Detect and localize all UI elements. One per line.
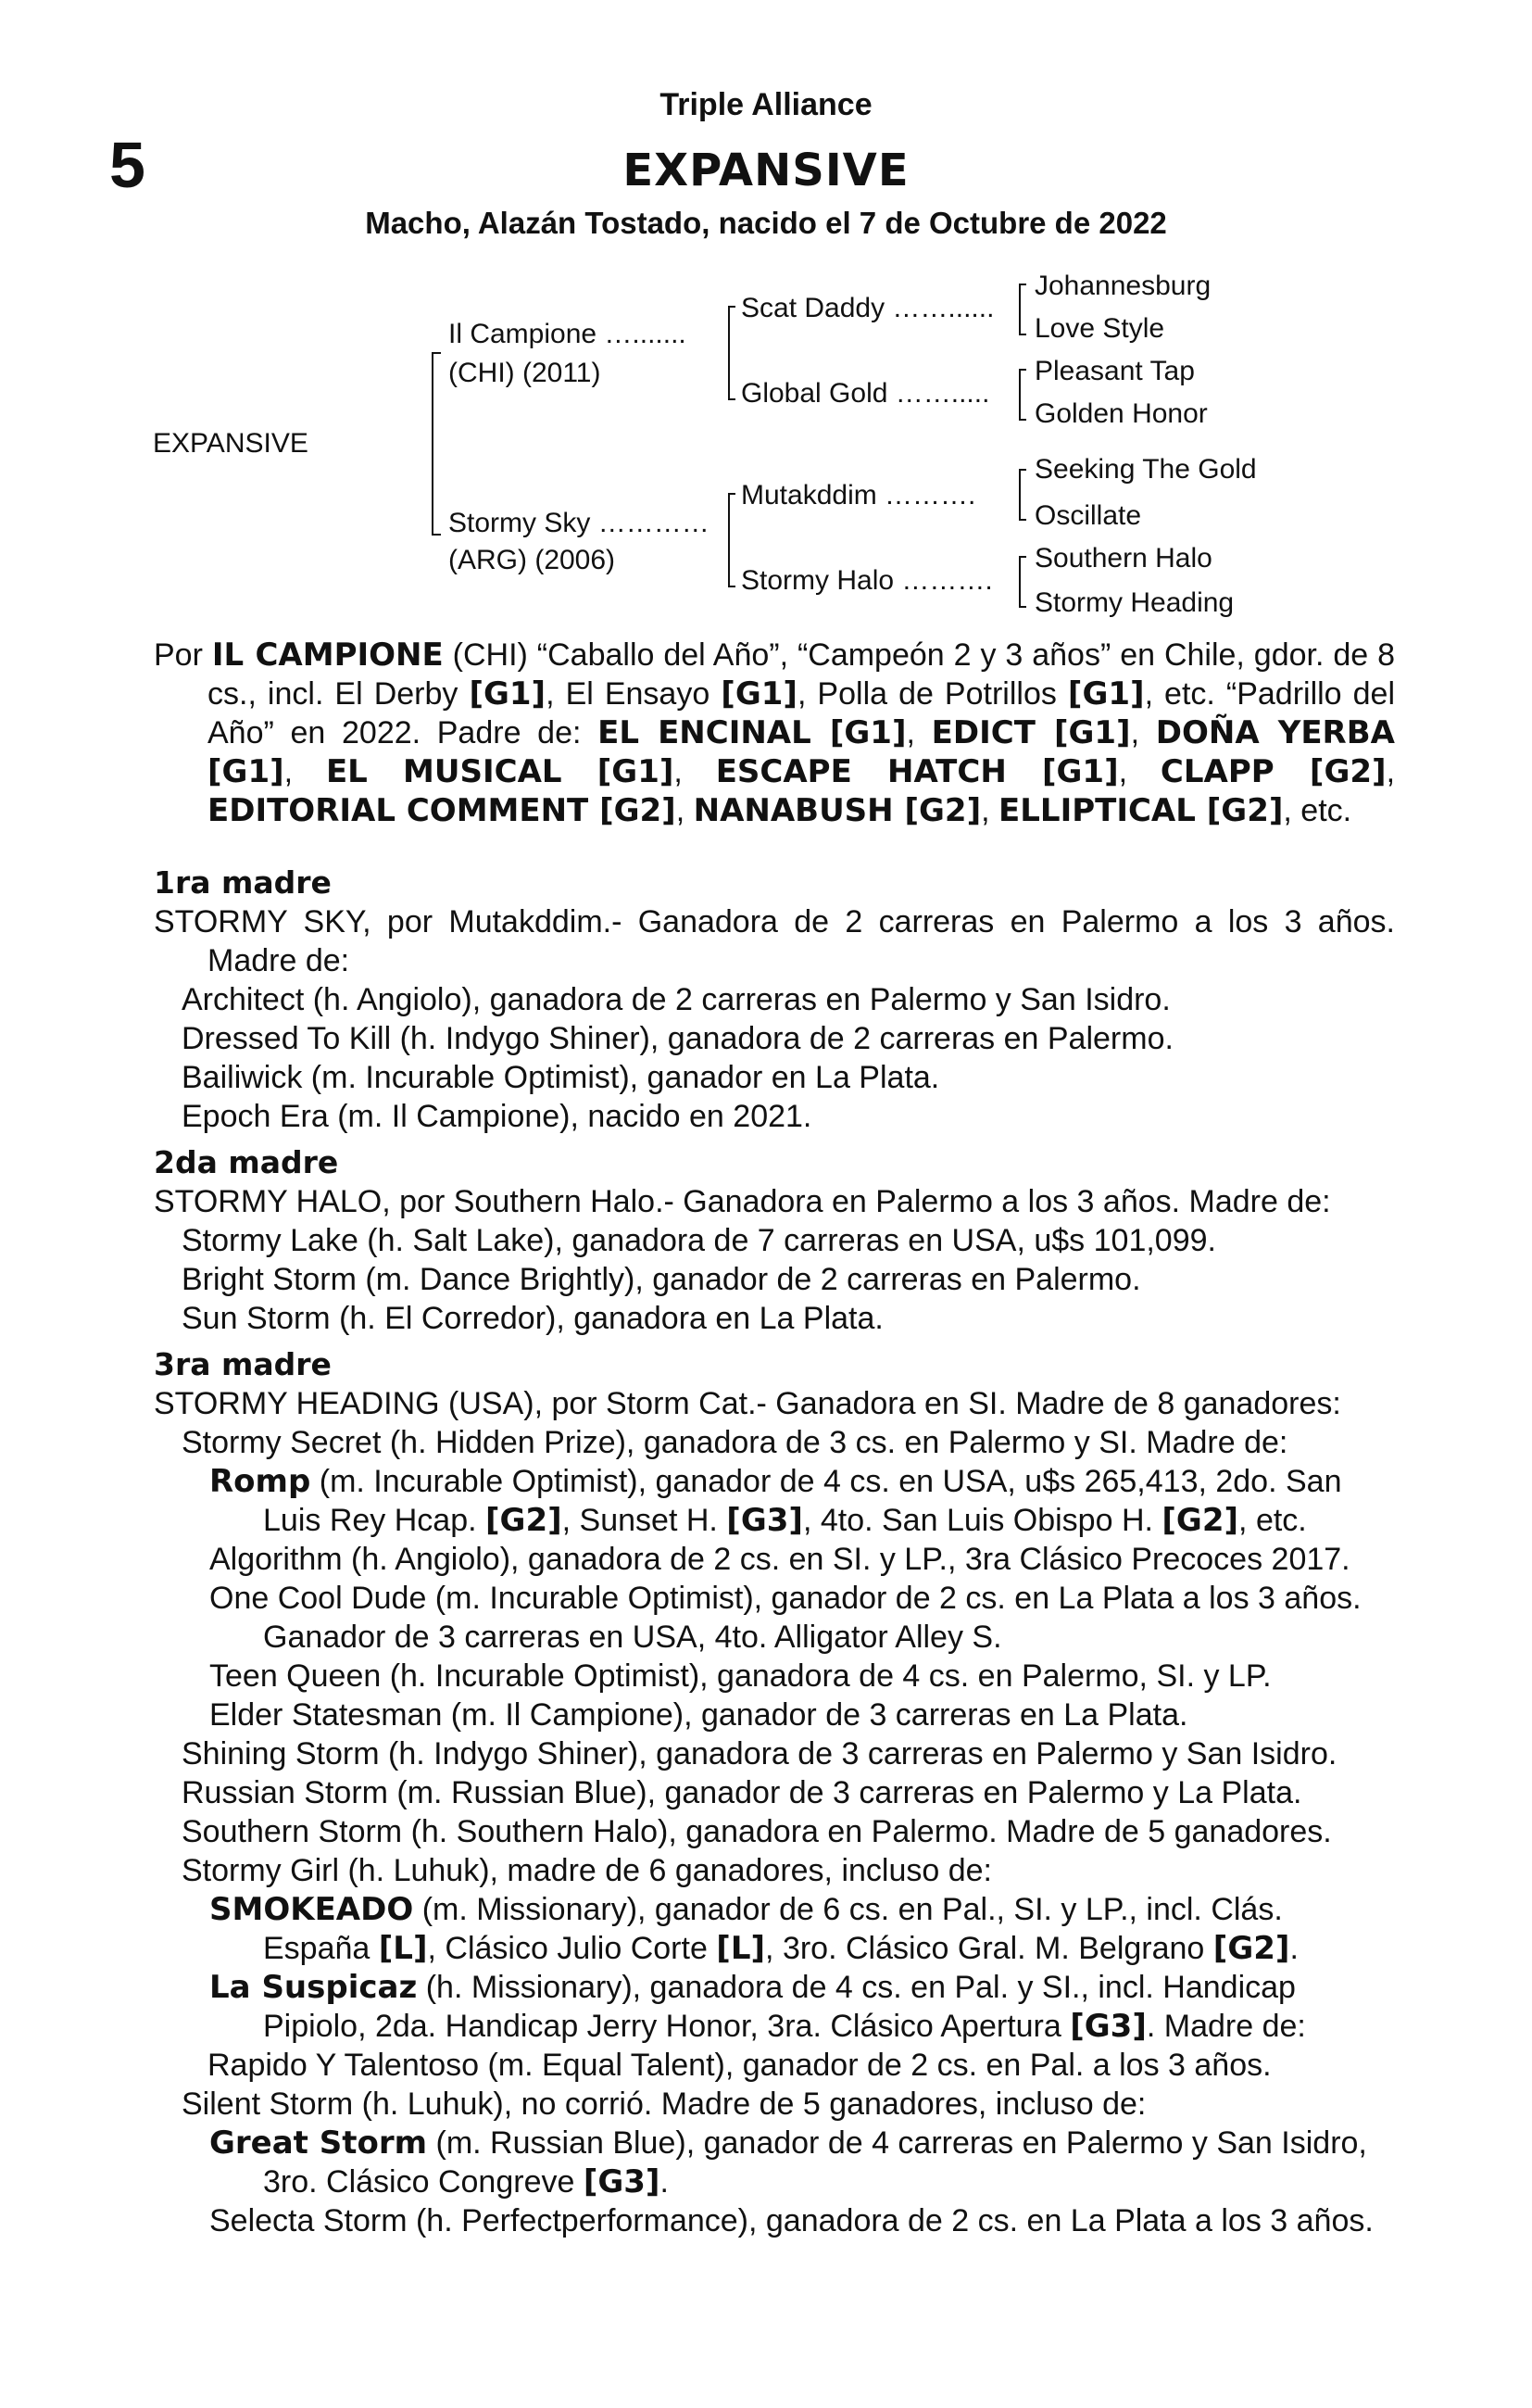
bold-text: DOÑA YERBA [G1] (207, 714, 1395, 790)
pedigree-entry (154, 1812, 1395, 1851)
pedigree-bracket-tick (432, 534, 441, 536)
pedigree-bracket (432, 352, 433, 536)
ggp-name: Golden Honor (1035, 398, 1208, 429)
section-heading: 3ra madre (154, 1346, 332, 1382)
sire-name: Il Campione …....... (448, 319, 686, 349)
text-run: , El Ensayo (546, 676, 722, 712)
text-run: . (1289, 1931, 1299, 1966)
sale-name: Triple Alliance (659, 87, 873, 122)
pedigree-entry (154, 1384, 1395, 1423)
pedigree-entry (154, 1423, 1395, 1462)
bold-text: [G1] (1067, 675, 1145, 712)
pedigree-entry (154, 1299, 1395, 1338)
pedigree-entry (154, 2046, 1395, 2085)
pedigree-bracket-tick (1019, 284, 1026, 285)
pedigree-bracket-tick (728, 493, 735, 495)
pedigree-bracket-tick (1019, 519, 1026, 521)
ggp-bracket (1019, 284, 1021, 335)
sire-bracket (728, 306, 730, 400)
ggp-name: Stormy Heading (1035, 587, 1235, 618)
ggp-bracket (1019, 469, 1021, 521)
bold-text: [L] (378, 1930, 428, 1967)
dam-bracket (728, 493, 730, 587)
pedigree-bracket-tick (1019, 556, 1026, 558)
horse-name: EXPANSIVE (622, 145, 910, 196)
text-run: Bright Storm (m. Dance Brightly), ganador de 2 carreras en Palermo. (182, 1262, 1141, 1297)
pedigree-entry (154, 2085, 1395, 2124)
pedigree-entry (154, 1579, 1395, 1657)
pedigree-bracket-tick (432, 352, 441, 354)
dam-line-sections (154, 864, 1395, 2240)
text-run: STORMY SKY, por Mutakddim.- Ganadora de 2 carreras en Palermo a los 3 años. Madre de: (154, 904, 1395, 978)
ggp-bracket (1019, 556, 1021, 608)
pedigree-bracket-tick (1019, 419, 1026, 421)
text-run: Stormy Lake (h. Salt Lake), ganadora de 7 carreras en USA, u$s 101,099. (182, 1223, 1216, 1258)
text-run: , etc. (1283, 793, 1352, 828)
bold-text: [G2] (485, 1502, 562, 1539)
text-run: STORMY HEADING (USA), por Storm Cat.- Ganadora en SI. Madre de 8 ganadores: (154, 1386, 1341, 1421)
bold-text: EDICT [G1] (931, 714, 1131, 751)
bold-text: EL ENCINAL [G1] (597, 714, 907, 751)
text-run: Epoch Era (m. Il Campione), nacido en 2021. (182, 1099, 812, 1134)
text-run: , (981, 793, 999, 828)
ggp-name: Pleasant Tap (1035, 356, 1195, 386)
ggp-bracket (1019, 369, 1021, 421)
ggp-name: Johannesburg (1035, 271, 1212, 301)
ggp-name: Love Style (1035, 313, 1165, 344)
dam-sire-name: Mutakddim ………. (741, 480, 976, 511)
bold-text: IL CAMPIONE (211, 637, 444, 674)
bold-text: Romp (209, 1463, 311, 1500)
text-run: Por (154, 637, 212, 673)
text-run: , (1118, 754, 1161, 789)
pedigree-bracket-tick (1019, 469, 1026, 471)
pedigree-bracket-tick (1019, 369, 1026, 371)
bold-text: ESCAPE HATCH [G1] (715, 753, 1119, 790)
text-run: Rapido Y Talentoso (m. Equal Talent), ganador de 2 cs. en Pal. a los 3 años. (207, 2048, 1272, 2083)
pedigree-entry (154, 1462, 1395, 1540)
bold-text: ELLIPTICAL [G2] (998, 792, 1284, 829)
catalog-body (154, 636, 1395, 2240)
text-run: Sun Storm (h. El Corredor), ganadora en La Plata. (182, 1301, 884, 1336)
text-run: Algorithm (h. Angiolo), ganadora de 2 cs. en SI. y LP., 3ra Clásico Precoces 2017. (209, 1542, 1350, 1577)
text-run: One Cool Dude (m. Incurable Optimist), ganador de 2 cs. en La Plata a los 3 años. Ganador de 3 carreras en USA, 4to. Alligator Alley S. (209, 1581, 1362, 1655)
sire-sire-name: Scat Daddy ……...... (741, 293, 995, 323)
pedigree-entry (154, 2201, 1395, 2240)
pedigree-entry (154, 1890, 1395, 1968)
text-run: Elder Statesman (m. Il Campione), ganador de 3 carreras en La Plata. (209, 1697, 1188, 1733)
text-run: , (906, 715, 932, 750)
text-run: (CHI) “Caballo del Año”, “Campeón 2 y 3 años” en Chile, gdor. de 8 cs., incl. El Derby (207, 637, 1396, 712)
pedigree-bracket-tick (728, 306, 735, 308)
sire-origin: (CHI) (2011) (448, 358, 601, 388)
pedigree-entry (154, 1773, 1395, 1812)
pedigree-subject: EXPANSIVE (153, 428, 308, 459)
dam-name: Stormy Sky ………… (448, 508, 709, 538)
horse-description: Macho, Alazán Tostado, nacido el 7 de Octubre de 2022 (365, 206, 1167, 240)
text-run: , (673, 754, 716, 789)
sire-dam-name: Global Gold ……..... (741, 378, 990, 409)
pedigree-entry (154, 1097, 1395, 1136)
text-run: , (1130, 715, 1156, 750)
bold-text: [G2] (1212, 1930, 1290, 1967)
section-heading: 1ra madre (154, 864, 332, 901)
ggp-name: Seeking The Gold (1035, 454, 1257, 485)
text-run: Architect (h. Angiolo), ganadora de 2 carreras en Palermo y San Isidro. (182, 982, 1171, 1017)
pedigree-entry (154, 1182, 1395, 1221)
bold-text: [G3] (1070, 2008, 1147, 2045)
text-run: Bailiwick (m. Incurable Optimist), ganador en La Plata. (182, 1060, 940, 1095)
bold-text: SMOKEADO (209, 1891, 414, 1928)
text-run: Selecta Storm (h. Perfectperformance), ganadora de 2 cs. en La Plata a los 3 años. (209, 2203, 1374, 2238)
section-heading: 2da madre (154, 1144, 339, 1180)
bold-text: [G1] (721, 675, 797, 712)
pedigree-entry (154, 1734, 1395, 1773)
bold-text: [L] (716, 1930, 766, 1967)
text-run: , (1386, 754, 1396, 789)
text-run: (m. Russian Blue), ganador de 4 carreras en Palermo y San Isidro, 3ro. Clásico Congreve (263, 2125, 1367, 2200)
text-run: STORMY HALO, por Southern Halo.- Ganadora en Palermo a los 3 años. Madre de: (154, 1184, 1331, 1219)
text-run: Dressed To Kill (h. Indygo Shiner), ganadora de 2 carreras en Palermo. (182, 1021, 1174, 1056)
pedigree-bracket-tick (728, 398, 735, 400)
ggp-name: Oscillate (1035, 500, 1142, 531)
pedigree-bracket-tick (728, 586, 735, 587)
bold-text: La Suspicaz (209, 1969, 418, 2006)
text-run: Teen Queen (h. Incurable Optimist), ganadora de 4 cs. en Palermo, SI. y LP. (209, 1658, 1272, 1694)
pedigree-entry (154, 2124, 1395, 2201)
text-run: , (675, 793, 694, 828)
text-run: Shining Storm (h. Indygo Shiner), ganadora de 3 carreras en Palermo y San Isidro. (182, 1736, 1337, 1771)
text-run: Southern Storm (h. Southern Halo), ganadora en Palermo. Madre de 5 ganadores. (182, 1814, 1332, 1849)
pedigree-bracket-tick (1019, 334, 1026, 335)
text-run: Stormy Secret (h. Hidden Prize), ganadora de 3 cs. en Palermo y SI. Madre de: (182, 1425, 1288, 1460)
text-run: . Madre de: (1146, 2009, 1306, 2044)
pedigree-entry (154, 1968, 1395, 2046)
pedigree-entry (154, 1221, 1395, 1260)
ggp-name: Southern Halo (1035, 543, 1212, 574)
pedigree-entry (154, 1696, 1395, 1734)
text-run: Stormy Girl (h. Luhuk), madre de 6 ganadores, incluso de: (182, 1853, 992, 1888)
text-run: , 3ro. Clásico Gral. M. Belgrano (765, 1931, 1213, 1966)
bold-text: [G2] (1162, 1502, 1239, 1539)
text-run: , 4to. San Luis Obispo H. (802, 1503, 1162, 1538)
pedigree-entry (154, 1019, 1395, 1058)
bold-text: EL MUSICAL [G1] (325, 753, 674, 790)
text-run: , (283, 754, 326, 789)
bold-text: CLAPP [G2] (1160, 753, 1387, 790)
pedigree-entry (154, 1851, 1395, 1890)
dam-dam-name: Stormy Halo ………. (741, 565, 993, 596)
text-run: Silent Storm (h. Luhuk), no corrió. Madre de 5 ganadores, incluso de: (182, 2087, 1147, 2122)
bold-text: [G3] (583, 2163, 660, 2200)
text-run: , Sunset H. (561, 1503, 727, 1538)
bold-text: Great Storm (209, 2124, 428, 2162)
pedigree-entry (154, 1657, 1395, 1696)
pedigree-entry (154, 902, 1395, 980)
text-run: (m. Incurable Optimist), ganador de 4 cs. en USA, u$s 265,413, 2do. San Luis Rey Hcap. (263, 1464, 1342, 1538)
pedigree-entry (154, 1260, 1395, 1299)
text-run: Russian Storm (m. Russian Blue), ganador de 3 carreras en Palermo y La Plata. (182, 1775, 1302, 1810)
bold-text: EDITORIAL COMMENT [G2] (207, 792, 676, 829)
pedigree-entry (154, 1540, 1395, 1579)
pedigree-entry (154, 980, 1395, 1019)
text-run: , etc. “Padrillo del Año” en 2022. Padre de: (207, 676, 1396, 750)
text-run: (m. Missionary), ganador de 6 cs. en Pal., SI. y LP., incl. Clás. España (263, 1892, 1283, 1966)
text-run: , Polla de Potrillos (797, 676, 1068, 712)
text-run: (h. Missionary), ganadora de 4 cs. en Pal. y SI., incl. Handicap Pipiolo, 2da. Handicap Jerry Honor, 3ra. Clásico Apertura (263, 1970, 1296, 2044)
bold-text: [G3] (726, 1502, 803, 1539)
bold-text: [G1] (469, 675, 546, 712)
pedigree-entry (154, 1058, 1395, 1097)
text-run: . (659, 2164, 669, 2200)
text-run: , Clásico Julio Corte (427, 1931, 717, 1966)
bold-text: NANABUSH [G2] (693, 792, 982, 829)
text-run: , etc. (1238, 1503, 1307, 1538)
lot-number: 5 (109, 129, 145, 201)
dam-origin: (ARG) (2006) (448, 545, 616, 575)
sire-paragraph (154, 636, 1395, 830)
pedigree-bracket-tick (1019, 606, 1026, 608)
